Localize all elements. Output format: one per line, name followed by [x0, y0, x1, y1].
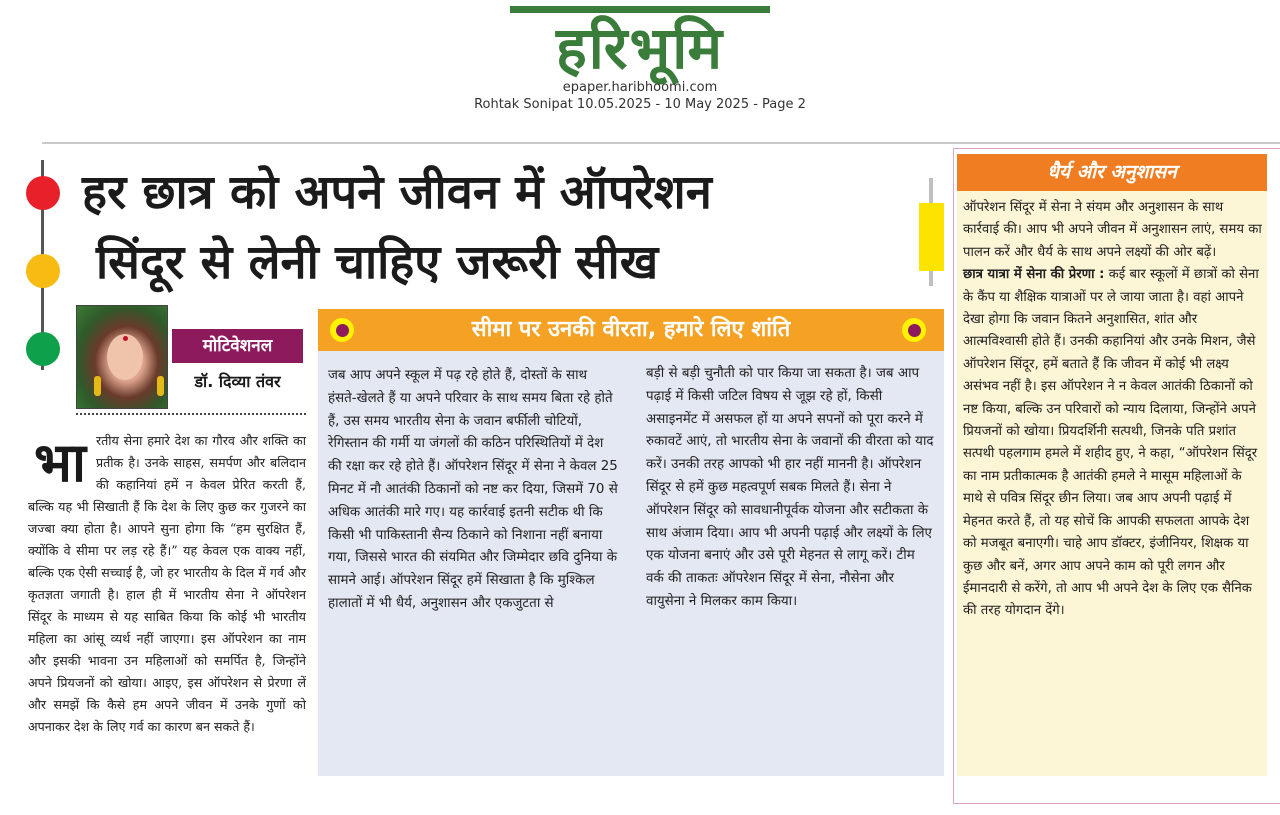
- sidebar-para-2: कई बार स्कूलों में छात्रों को सेना के कैंप या शैक्षिक यात्राओं पर ले जाया जाता है। वहां आपने देखा होगा कि जवान कितने अनुशासित, शांत और आत्मविश्वासी होते हैं। उनकी कहानियां और उनके मिशन, जैसे ऑपरेशन सिंदूर, हमें बताते हैं कि जीवन में कोई भी लक्ष्य असंभव नहीं है। इस ऑपरेशन ने न केवल आतंकी ठिकानों को नष्ट किया, बल्कि उन परिवारों को न्याय दिलाया, जिन्होंने अपने प्रियजनों को खोया। प्रियदर्शिनी सत्पथी, जिनके पति प्रशांत सत्पथी पहलगाम हमले में शहीद हुए, ने कहा, “ऑपरेशन सिंदूर का नाम प्रतीकात्मक है आतंकी हमले ने मासूम महिलाओं के माथे से पवित्र सिंदूर छीन लिया। जब आप अपनी पढ़ाई में मेहनत करते हैं, तो यह सोचें कि आपकी सफलता आपके देश को मजबूत बनाएगी। चाहे आप डॉक्टर, इंजीनियर, शिक्षक या कुछ और बनें, अगर आप अपने काम को पूरी लगन और ईमानदारी से करेंगे, तो आप भी अपने देश के लिए एक सैनिक की तरह योगदान देंगे।: [963, 267, 1259, 619]
- center-box-title: सीमा पर उनकी वीरता, हमारे लिए शांति: [471, 317, 791, 342]
- dotted-divider: [76, 413, 306, 415]
- article-intro-column: [28, 430, 306, 738]
- bullet-dot-icon: [330, 318, 354, 342]
- site-url[interactable]: epaper.haribhoomi.com: [562, 80, 718, 95]
- green-dot-icon: [26, 332, 60, 366]
- headline-line-1: हर छात्र को अपने जीवन में ऑपरेशन: [82, 165, 712, 220]
- author-photo: [76, 305, 168, 409]
- center-column-2: बड़ी से बड़ी चुनौती को पार किया जा सकता है। जब आप पढ़ाई में किसी जटिल विषय से जूझ रहे हों, किसी असाइनमेंट में असफल हों या अपने सपनों को पूरा करने में रुकावटें आएं, तो भारतीय सेना के जवानों की वीरता को याद करें। उनकी तरह आपको भी हार नहीं माननी है। ऑपरेशन सिंदूर से हमें कुछ महत्वपूर्ण सबक मिलते हैं। सेना ने ऑपरेशन सिंदूर को सावधानीपूर्वक योजना और सटीकता के साथ अंजाम दिया। आप भी अपनी पढ़ाई और लक्ष्यों के लिए एक योजना बनाएं और उसे पूरी मेहनत से लागू करें। टीम वर्क की ताकतः ऑपरेशन सिंदूर में सेना, नौसेना और वायुसेना ने मिलकर काम किया।: [646, 366, 934, 609]
- author-byline: डॉ. दिव्या तंवर: [194, 372, 281, 391]
- sidebar-subhead: छात्र यात्रा में सेना की प्रेरणा :: [963, 267, 1105, 283]
- red-dot-icon: [26, 176, 60, 210]
- edition-info: Rohtak Sonipat 10.05.2025 - 10 May 2025 - Page 2: [474, 97, 806, 112]
- decor-yellow-bar: [919, 203, 944, 271]
- intro-text: रतीय सेना हमारे देश का गौरव और शक्ति का प्रतीक है। उनके साहस, समर्पण और बलिदान की कहानियां हमें न केवल प्रेरित करती हैं, बल्कि यह भी सिखाती हैं कि देश के लिए कुछ कर गुजरने का जज्बा क्या होता है। आपने सुना होगा कि “हम सुरक्षित हैं, क्योंकि वे सीमा पर लड़ रहे हैं।” यह केवल एक वाक्य नहीं, बल्कि एक ऐसी सच्चाई है, जो हर भारतीय के दिल में गर्व और कृतज्ञता जगाती है। हाल ही में भारतीय सेना ने ऑपरेशन सिंदूर के माध्यम से यह साबित किया कि कोई भी भारतीय महिला का आंसू व्यर्थ नहीं जाएगा। इस ऑपरेशन का नाम और इसकी भावना उन महिलाओं को समर्पित है, जिन्होंने अपने प्रियजनों को खोया। आइए, इस ऑपरेशन से प्रेरणा लें और समझें कि कैसे हम अपने जीवन में उनके गुणों को अपनाकर देश के लिए गर्व का कारण बन सकते हैं।: [28, 433, 306, 734]
- header-divider: [42, 142, 1280, 144]
- center-column-1: जब आप अपने स्कूल में पढ़ रहे होते हैं, दोस्तों के साथ हंसते-खेलते हैं या अपने परिवार के साथ समय बिता रहे होते हैं, उस समय भारतीय सेना के जवान बर्फीली चोटियों, रेगिस्तान की गर्मी या जंगलों की कठिन परिस्थितियों में देश की रक्षा कर रहे होते हैं। ऑपरेशन सिंदूर में सेना ने केवल 25 मिनट में नौ आतंकी ठिकानों को नष्ट कर दिया, जिसमें 70 से अधिक आतंकी मारे गए। यह कार्रवाई इतनी सटीक थी कि किसी भी पाकिस्तानी सैन्य ठिकाने को निशाना नहीं बनाया गया, जिससे भारत की संयमित और जिम्मेदार छवि दुनिया के सामने आई। ऑपरेशन सिंदूर हमें सिखाता है कि मुश्किल हालातों में भी धैर्य, अनुशासन और एकजुटता से: [328, 368, 618, 611]
- bindi: [123, 336, 128, 341]
- earring-right: [157, 376, 164, 396]
- sidebar-text: [963, 197, 1263, 623]
- center-box-body: [318, 351, 944, 776]
- bullet-dot-icon: [902, 318, 926, 342]
- category-kicker: मोटिवेशनल: [172, 329, 303, 363]
- center-box-banner: [318, 309, 944, 351]
- yellow-dot-icon: [26, 254, 60, 288]
- headline-line-2: सिंदूर से लेनी चाहिए जरूरी सीख: [96, 235, 659, 290]
- sidebar-body: [957, 191, 1267, 776]
- drop-cap: भा: [34, 430, 86, 494]
- sidebar-title: धैर्य और अनुशासन: [957, 154, 1267, 191]
- earring-left: [94, 376, 101, 396]
- article-headline: [82, 158, 902, 298]
- sidebar-para-1: ऑपरेशन सिंदूर में सेना ने संयम और अनुशासन के साथ कार्रवाई की। आप भी अपने जीवन में अनुशासन लाएं, समय का पालन करें और धैर्य के साथ अपने लक्ष्यों की ओर बढ़ें।: [963, 200, 1262, 260]
- masthead: [0, 0, 1280, 125]
- haribhoomi-logo[interactable]: हरिभूमि: [510, 6, 770, 76]
